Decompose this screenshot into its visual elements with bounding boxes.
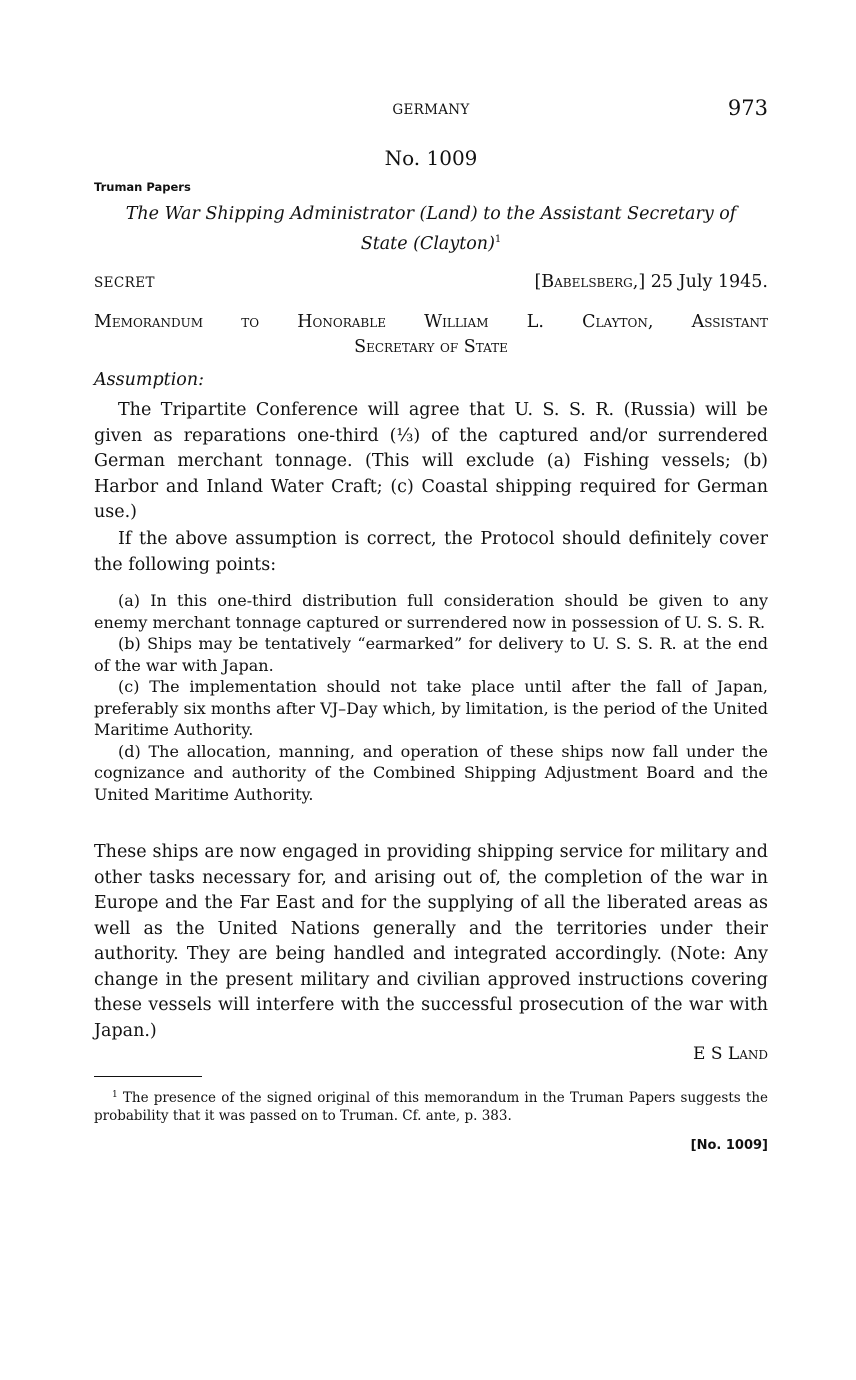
footnote-marker: 1 <box>112 1090 118 1100</box>
paragraph-protocol: If the above assumption is correct, the Protocol should definitely cover the following points: <box>94 529 768 575</box>
date-place <box>534 272 768 292</box>
assumption-label: Assumption: <box>94 370 204 390</box>
running-head <box>94 96 768 126</box>
classification: SECRET <box>94 275 155 291</box>
list-item: (a) In this one-third distribution full consideration should be given to any enemy merchant tonnage captured or surrendered now in possession of U. S. S. R. <box>94 591 768 632</box>
dateline <box>94 272 768 296</box>
heading-line-1: The War Shipping Administrator (Land) to the Assistant Secretary of <box>125 204 737 224</box>
heading-line-2: State (Clayton) <box>360 234 495 254</box>
list-item: (d) The allocation, manning, and operation of these ships now fall under the cognizance and authority of the Combined Shipping Adjustment Board and the United Maritime Authority. <box>94 741 768 804</box>
paragraph-assumption: The Tripartite Conference will agree that U. S. S. R. (Russia) will be given as reparations one-third (⅓) of the captured and/or surrendered German merchant tonnage. (This will exclude (a) Fishing vessels; (b) Harbor and Inland Water Craft; (c) Coastal shipping required for German use.) <box>94 400 768 522</box>
document-reference: [No. 1009] <box>690 1138 768 1153</box>
document-number: No. 1009 <box>384 146 478 170</box>
running-title: GERMANY <box>392 102 470 118</box>
document-heading <box>94 202 768 257</box>
memo-heading-line-1: Memorandum to Honorable William L. Clayton, Assistant <box>94 312 768 332</box>
page-number: 973 <box>727 96 768 120</box>
document-source: Truman Papers <box>94 180 191 194</box>
date: 25 July 1945. <box>650 272 768 292</box>
list-item: (c) The implementation should not take place until after the fall of Japan, preferably six months after VJ–Day which, by limitation, is the period of the United Maritime Authority. <box>94 677 768 739</box>
heading-footnote-marker: 1 <box>494 234 502 245</box>
footnote-rule <box>94 1076 202 1077</box>
footnote <box>94 1086 768 1125</box>
footnote-text: The presence of the signed original of this memorandum in the Truman Papers suggests the probability that it was passed on to Truman. Cf. ante, p. 383. <box>94 1090 768 1124</box>
signature: E S Land <box>693 1044 768 1064</box>
memo-heading <box>94 310 768 360</box>
protocol-points <box>94 590 768 805</box>
memo-heading-line-2: Secretary of State <box>354 337 508 357</box>
place: [Babelsberg,] <box>534 272 646 292</box>
closing-paragraph: These ships are now engaged in providing shipping service for military and other tasks necessary for, and arising out of, the completion of the war in Europe and the Far East and for the supplying of all the liberated areas as well as the United Nations generally and the territories under their authority. They are being handled and integrated accordingly. (Note: Any change in the present military and civilian approved instructions covering these vessels will interfere with the successful prosecution of the war with Japan.) <box>94 842 768 1041</box>
list-item: (b) Ships may be tentatively “earmarked” for delivery to U. S. S. R. at the end of the war with Japan. <box>94 634 768 675</box>
